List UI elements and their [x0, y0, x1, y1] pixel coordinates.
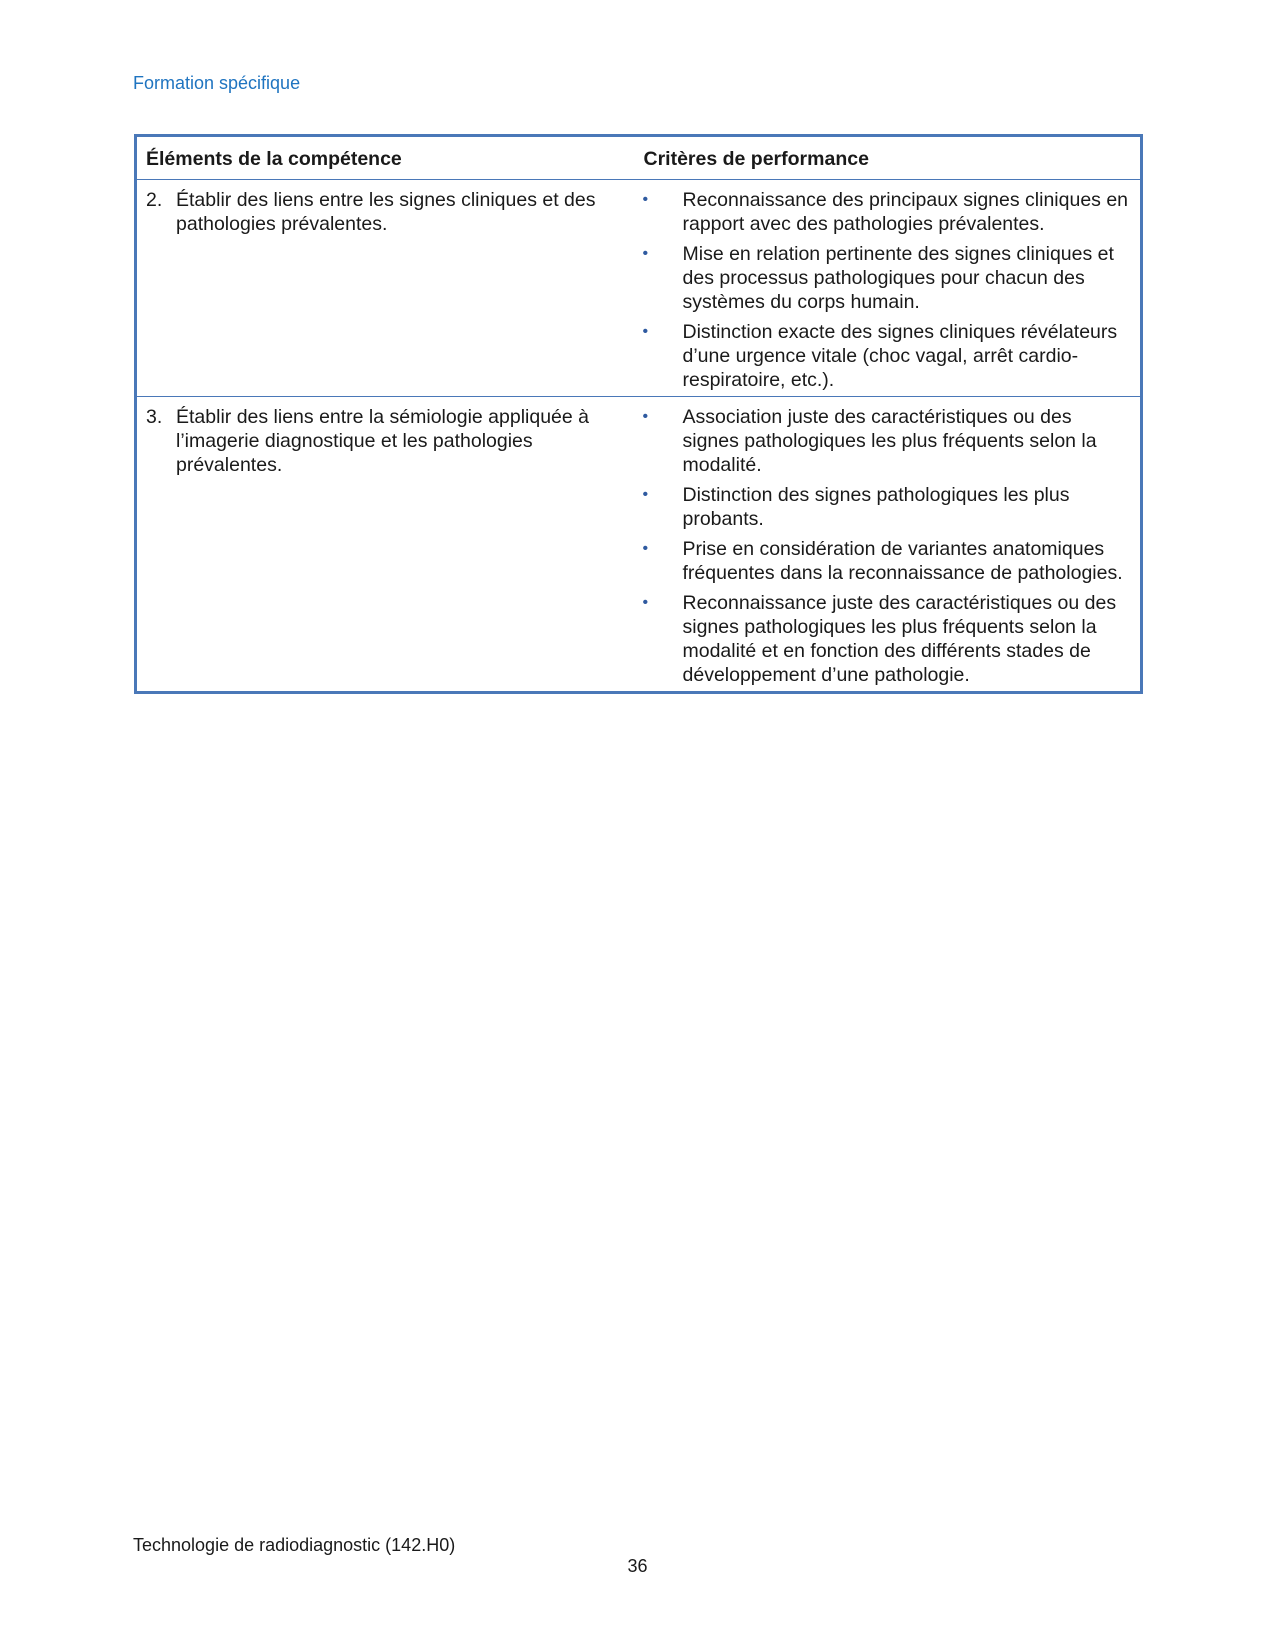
- element-text: Établir des liens entre les signes cliniques et des pathologies prévalentes.: [176, 189, 596, 235]
- criteria-cell: [628, 180, 1142, 397]
- bullet-icon: •: [642, 486, 649, 503]
- criteria-cell: [628, 397, 1142, 693]
- column-header-criteria: Critères de performance: [628, 136, 1142, 180]
- criterion-text: Distinction exacte des signes cliniques révélateurs d’une urgence vitale (choc vagal, arrêt cardio-respiratoire, etc.).: [682, 321, 1118, 391]
- bullet-icon: •: [642, 323, 649, 340]
- bullet-icon: •: [642, 191, 649, 208]
- page-number: 36: [627, 1556, 648, 1576]
- criterion-text: Reconnaissance des principaux signes cliniques en rapport avec des pathologies prévalentes.: [682, 189, 1129, 235]
- bullet-icon: •: [642, 540, 649, 557]
- bullet-icon: •: [642, 245, 649, 262]
- list-item: [643, 537, 1133, 585]
- footer-program-title: Technologie de radiodiagnostic (142.H0): [133, 1535, 456, 1555]
- list-item: [643, 320, 1133, 392]
- criteria-list: [637, 405, 1133, 687]
- competence-table: [134, 134, 1143, 694]
- element-cell: [136, 180, 628, 397]
- element-text: Établir des liens entre la sémiologie appliquée à l’imagerie diagnostique et les pathologies prévalentes.: [176, 406, 590, 476]
- criterion-text: Prise en considération de variantes anatomiques fréquentes dans la reconnaissance de pathologies.: [682, 538, 1123, 584]
- element-number: 2.: [146, 189, 163, 211]
- criterion-text: Reconnaissance juste des caractéristiques ou des signes pathologiques les plus fréquents selon la modalité et en fonction des différents stades de développement d’une pathologie.: [682, 592, 1117, 686]
- table-header-row: [136, 136, 1142, 180]
- bullet-icon: •: [642, 594, 649, 611]
- element-number: 3.: [146, 406, 163, 428]
- list-item: [643, 591, 1133, 687]
- list-item: [643, 405, 1133, 477]
- bullet-icon: •: [642, 408, 649, 425]
- criterion-text: Distinction des signes pathologiques les plus probants.: [682, 484, 1070, 530]
- list-item: [643, 483, 1133, 531]
- criteria-list: [637, 188, 1133, 392]
- list-item: [643, 242, 1133, 314]
- table-row: [136, 180, 1142, 397]
- column-header-elements: Éléments de la compétence: [136, 136, 628, 180]
- element-cell: [136, 397, 628, 693]
- criterion-text: Mise en relation pertinente des signes cliniques et des processus pathologiques pour chacun des systèmes du corps humain.: [682, 243, 1114, 313]
- list-item: [643, 188, 1133, 236]
- table-row: [136, 397, 1142, 693]
- criterion-text: Association juste des caractéristiques ou des signes pathologiques les plus fréquents selon la modalité.: [682, 406, 1097, 476]
- section-title: Formation spécifique: [133, 73, 301, 93]
